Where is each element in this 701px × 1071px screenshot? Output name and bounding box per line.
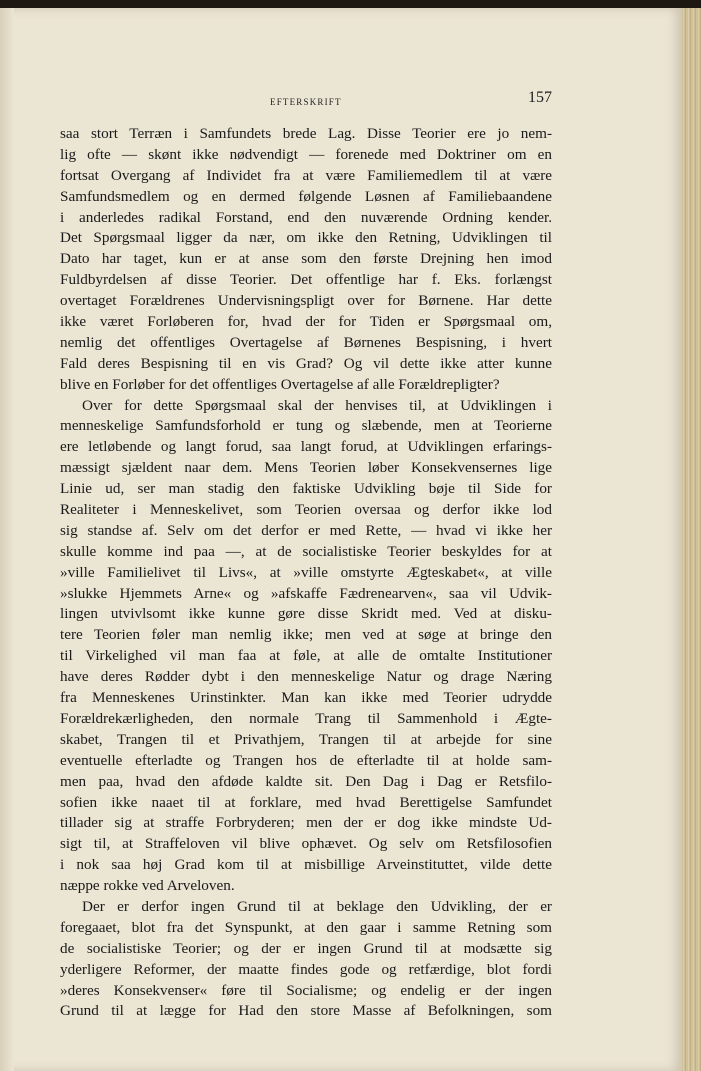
- page-gutter: [0, 8, 14, 1071]
- text-line: saa stort Terræn i Samfundets brede Lag. Disse Teorier ere jo nem-: [60, 125, 552, 142]
- text-line: skulle komme ind paa —, at de socialistiske Teorier beskyldes for at: [60, 542, 552, 560]
- text-line: nemlig det offentliges Overtagelse af Børnenes Bespisning, i hvert: [60, 333, 552, 351]
- text-line: Grund til at lægge for Had den store Masse af Befolkningen, som: [60, 1002, 552, 1020]
- text-line: skabet, Trangen til et Privathjem, Trangen til at arbejde for sine: [60, 730, 552, 748]
- text-line: i anderledes radikal Forstand, end den nuværende Ordning kender.: [60, 208, 552, 226]
- text-line: menneskelige Samfundsforhold er tung og slæbende, men at Teorierne: [60, 417, 552, 435]
- text-line: i nok saa høj Grad kom til at misbillige Arveinstituttet, vilde dette: [60, 856, 552, 874]
- text-line: have deres Rødder dybt i den menneskelige Natur og drage Næring: [60, 668, 552, 686]
- text-line: mæssigt sjældent naar dem. Mens Teorien løber Konsekvensernes lige: [60, 459, 552, 477]
- text-line: Forældrekærligheden, den normale Trang til Sammenhold i Ægte-: [60, 709, 552, 727]
- scan-top-border: [0, 0, 701, 8]
- text-line: men paa, hvad den afdøde kaldte sit. Den Dag i Dag er Retsfilo-: [60, 772, 552, 790]
- text-line: lingen utvivlsomt ikke kunne gøre disse Skridt med. Ved at disku-: [60, 605, 552, 623]
- text-line: fra Menneskenes Urinstinkter. Man kan ikke med Teorier udrydde: [60, 689, 552, 707]
- text-line: Fald deres Bespisning til en vis Grad? Og vil dette ikke atter kunne: [60, 354, 552, 372]
- text-line: »ville Familielivet til Livs«, at »ville omstyrte Ægteskabet«, at ville: [60, 563, 552, 581]
- body-text: [60, 124, 552, 1022]
- text-line: sigt til, at Straffeloven vil blive ophævet. Og selv om Retsfilosofien: [60, 835, 552, 853]
- text-line: Linie ud, ser man stadig den faktiske Udvikling bøje til Side for: [60, 480, 552, 498]
- running-title: EFTERSKRIFT: [270, 97, 342, 107]
- text-line: Der er derfor ingen Grund til at beklage den Udvikling, der er: [82, 897, 552, 915]
- text-line: fortsat Overgang af Individet fra at være Familiemedlem til at være: [60, 166, 552, 184]
- text-line: Over for dette Spørgsmaal skal der henvises til, at Udviklingen i: [82, 396, 552, 414]
- text-line: Det Spørgsmaal ligger da nær, om ikke den Retning, Udviklingen til: [60, 229, 552, 247]
- text-line: yderligere Reformer, der maatte findes gode og retfærdige, blot fordi: [60, 960, 552, 978]
- text-line: Samfundsmedlem og en dermed følgende Løsnen af Familiebaandene: [60, 187, 552, 205]
- text-line: sofien ikke naaet til at forklare, med hvad Berettigelse Samfundet: [60, 793, 552, 811]
- text-line: eventuelle efterladte og Trangen hos de efterladte til at holde sam-: [60, 751, 552, 769]
- text-line: til Virkelighed vil man faa at føle, at alle de omtalte Institutioner: [60, 647, 552, 665]
- text-line: Realiteter i Menneskelivet, som Teorien oversaa og derfor ikke lod: [60, 501, 552, 519]
- text-line: foregaaet, blot fra det Synspunkt, at den gaar i samme Retning som: [60, 918, 552, 936]
- text-line: Dato har taget, kun er at anse som den første Drejning hen imod: [60, 250, 552, 268]
- text-line: tillader sig at straffe Forbryderen; men der er dog ikke mindste Ud-: [60, 814, 552, 832]
- text-line: ere letløbende og langt forud, saa langt forud, at Udviklingen erfarings-: [60, 438, 552, 456]
- text-line: tere Teorien føler man nemlig ikke; men ved at søge at bringe den: [60, 626, 552, 644]
- text-line: Fuldbyrdelsen af disse Teorier. Det offentlige har f. Eks. forlængst: [60, 271, 552, 289]
- text-line: »deres Konsekvenser« føre til Socialisme; og endelig er der ingen: [60, 981, 552, 999]
- text-line: de socialistiske Teorier; og der er ingen Grund til at modsætte sig: [60, 939, 552, 957]
- text-line: næppe rokke ved Arveloven.: [60, 877, 235, 895]
- text-line: sig standse af. Selv om det derfor er med Rette, — hvad vi ikke her: [60, 521, 552, 539]
- page-edges: [682, 8, 701, 1071]
- text-line: ikke været Forløberen for, hvad der for Tiden er Spørgsmaal om,: [60, 313, 552, 331]
- text-line: lig ofte — skønt ikke nødvendigt — forenede med Doktriner om en: [60, 145, 552, 163]
- text-line: »slukke Hjemmets Arne« og »afskaffe Fædrenearven«, saa vil Udvik-: [60, 584, 552, 602]
- text-line: blive en Forløber for det offentliges Overtagelse af alle Forældrepligter?: [60, 375, 500, 393]
- page-header: [60, 89, 552, 111]
- text-line: overtaget Forældrenes Undervisningspligt over for Børnene. Har dette: [60, 292, 552, 310]
- page-number: 157: [528, 89, 552, 106]
